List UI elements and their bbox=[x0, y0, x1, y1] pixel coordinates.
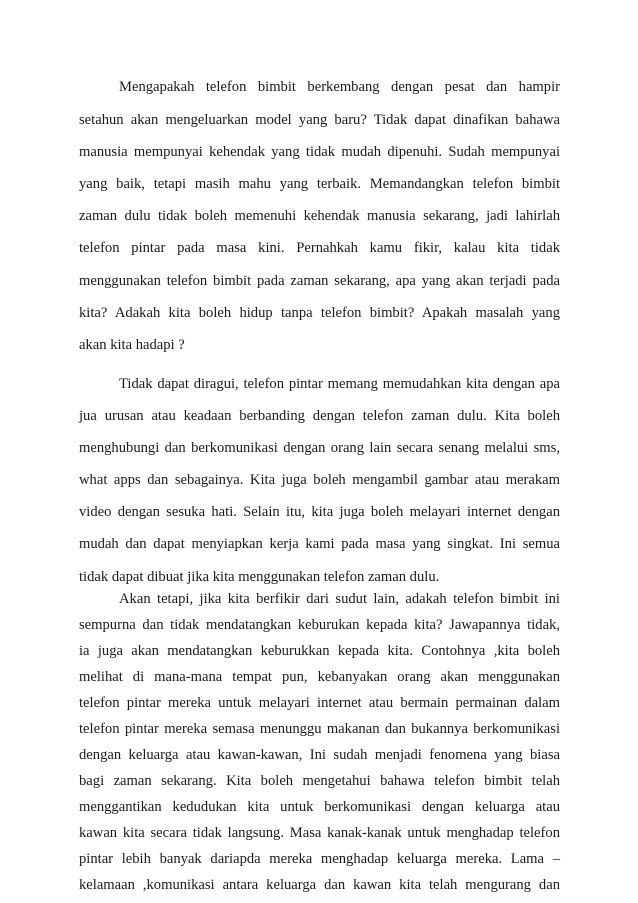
text-line: what apps dan sebagainya. Kita juga boleh mengambil gambar atau merakam bbox=[79, 472, 560, 488]
text-line: kita? Adakah kita boleh hidup tanpa telefon bimbit? Apakah masalah yang bbox=[79, 305, 560, 321]
text-line: menghubungi dan berkomunikasi dengan orang lain secara senang melalui sms, bbox=[79, 440, 560, 456]
text-line: Mengapakah telefon bimbit berkembang dengan pesat dan hampir bbox=[119, 79, 560, 95]
text-line: video dengan sesuka hati. Selain itu, kita juga boleh melayari internet dengan bbox=[79, 504, 560, 520]
text-line: tidak dapat dibuat jika kita menggunakan telefon zaman dulu. bbox=[79, 569, 440, 585]
text-line: kawan kita secara tidak langsung. Masa kanak-kanak untuk menghadap telefon bbox=[79, 825, 560, 841]
text-line: zaman dulu tidak boleh memenuhi kehendak manusia sekarang, jadi lahirlah bbox=[79, 208, 560, 224]
text-line: sempurna dan tidak mendatangkan keburukan kepada kita? Jawapannya tidak, bbox=[79, 617, 560, 633]
text-line: pintar lebih banyak dariapda mereka menghadap keluarga mereka. Lama – bbox=[79, 851, 560, 867]
text-line: setahun akan mengeluarkan model yang baru? Tidak dapat dinafikan bahawa bbox=[79, 112, 560, 128]
text-line: telefon pintar pada masa kini. Pernahkah kamu fikir, kalau kita tidak bbox=[79, 240, 560, 256]
text-line: telefon pintar mereka semasa menunggu makanan dan bukannya berkomunikasi bbox=[79, 721, 560, 737]
text-line: Akan tetapi, jika kita berfikir dari sudut lain, adakah telefon bimbit ini bbox=[119, 591, 560, 607]
text-line: jua urusan atau keadaan berbanding dengan telefon zaman dulu. Kita boleh bbox=[79, 408, 560, 424]
text-line: bagi zaman sekarang. Kita boleh mengetahui bahawa telefon bimbit telah bbox=[79, 773, 560, 789]
text-line: kelamaan ,komunikasi antara keluarga dan kawan kita telah mengurang dan bbox=[79, 877, 560, 893]
text-line: manusia mempunyai kehendak yang tidak mudah dipenuhi. Sudah mempunyai bbox=[79, 144, 560, 160]
text-line: dengan keluarga atau kawan-kawan, Ini sudah menjadi fenomena yang biasa bbox=[79, 747, 560, 763]
text-line: akan kita hadapi ? bbox=[79, 337, 185, 353]
text-line: melihat di mana-mana tempat pun, kebanyakan orang akan menggunakan bbox=[79, 669, 560, 685]
text-line: menggantikan kedudukan kita untuk berkomunikasi dengan keluarga atau bbox=[79, 799, 560, 815]
text-line: ia juga akan mendatangkan keburukkan kepada kita. Contohnya ,kita boleh bbox=[79, 643, 560, 659]
text-line: yang baik, tetapi masih mahu yang terbaik. Memandangkan telefon bimbit bbox=[79, 176, 560, 192]
text-line: menggunakan telefon bimbit pada zaman sekarang, apa yang akan terjadi pada bbox=[79, 273, 560, 289]
text-line: mudah dan dapat menyiapkan kerja kami pada masa yang singkat. Ini semua bbox=[79, 536, 560, 552]
text-line: telefon pintar mereka untuk melayari internet atau bermain permainan dalam bbox=[79, 695, 560, 711]
text-line: Tidak dapat diragui, telefon pintar memang memudahkan kita dengan apa bbox=[119, 376, 560, 392]
